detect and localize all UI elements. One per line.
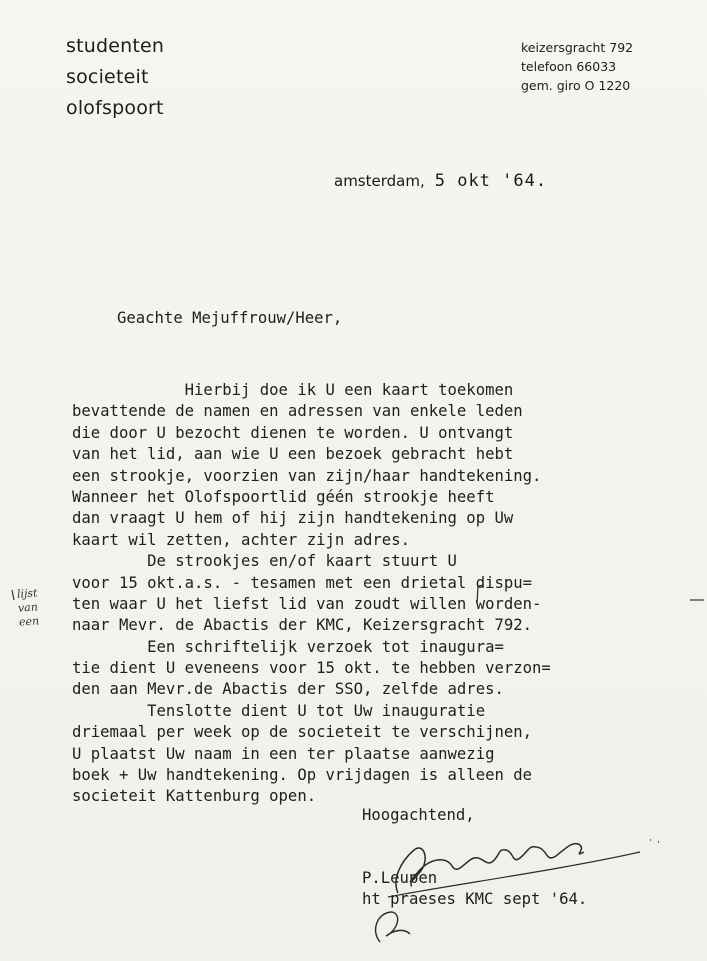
closing: Hoogachtend, [362,806,475,824]
letterhead [66,31,164,124]
body-line: bevattende de namen en adressen van enkele leden [72,402,523,421]
margin-bracket-mark [12,590,14,600]
body-line: boek + Uw handtekening. Op vrijdagen is alleen de [72,766,533,785]
body-line: die door U bezocht dienen te worden. U ontvangt [72,423,514,442]
salutation: Geachte Mejuffrouw/Heer, [117,309,343,327]
signer-title: ht praeses KMC sept '64. [362,890,588,908]
letterhead-line-1: studenten [66,35,165,57]
signer-name: P.Leupen [362,869,438,887]
body-line: dan vraagt U hem of hij zijn handtekening op Uw [72,509,514,528]
margin-note-line-1: lijst [16,586,38,601]
body-line: van het lid, aan wie U een bezoek gebracht hebt [72,445,514,464]
body-line: driemaal per week op de societeit te verschijnen, [72,723,533,742]
margin-note-line-3: een [18,614,40,629]
body-line: U plaatst Uw naam in een ter plaatse aanwezig [72,744,495,763]
letter-body [72,380,551,808]
address-block [521,38,633,95]
body-line: kaart wil zetten, achter zijn adres. [72,530,410,549]
margin-handwritten-note [17,586,40,629]
dateline [334,171,547,191]
body-line: De strookjes en/of kaart stuurt U [72,552,457,571]
signer-block [362,868,587,910]
address-street: keizersgracht 792 [521,40,634,55]
letterhead-line-3: olofspoort [66,97,164,119]
address-phone: telefoon 66033 [521,59,617,74]
body-line: Een schriftelijk verzoek tot inaugura= [72,637,504,656]
body-line: Hierbij doe ik U een kaart toekomen [72,381,514,399]
signature-loop [376,912,410,942]
address-giro: gem. giro O 1220 [521,78,631,93]
body-line: voor 15 okt.a.s. - tesamen met een drietal dispu= [72,573,533,592]
body-line: een strookje, voorzien van zijn/haar handtekening. [72,466,542,485]
body-line: den aan Mevr.de Abactis der SSO, zelfde adres. [72,680,504,699]
body-line: tie dient U eveneens voor 15 okt. te hebben verzon= [72,659,551,678]
body-line: societeit Kattenburg open. [72,787,317,806]
body-line: naar Mevr. de Abactis der KMC, Keizersgracht 792. [72,616,533,635]
body-line: Tenslotte dient U tot Uw inauguratie [72,701,486,720]
signature-dots [650,840,659,842]
body-line: Wanneer het Olofspoortlid géén strookje heeft [72,487,495,506]
margin-note-line-2: van [17,600,39,615]
body-line: ten waar U het liefst lid van zoudt willen worden- [72,594,542,613]
dateline-date: 5 okt '64. [434,171,548,191]
dateline-place: amsterdam, [334,172,425,190]
letterhead-line-2: societeit [66,66,149,88]
